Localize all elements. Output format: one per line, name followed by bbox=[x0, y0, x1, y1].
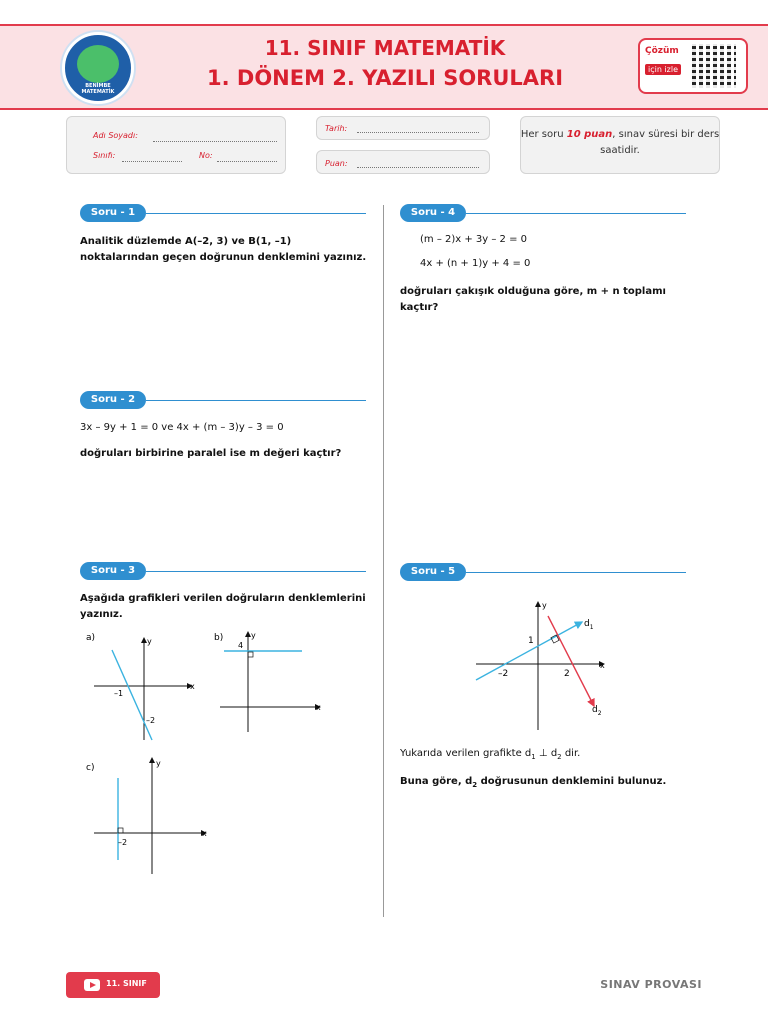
column-divider bbox=[383, 205, 384, 917]
score-label: Puan: bbox=[325, 159, 348, 168]
no-label: No: bbox=[199, 151, 213, 160]
question-4-label: Soru - 4 bbox=[400, 204, 466, 222]
school-logo bbox=[62, 32, 134, 104]
date-label: Tarih: bbox=[325, 124, 348, 133]
question-1-text: Analitik düzlemde A(–2, 3) ve B(1, –1) noktalarından geçen doğrunun denklemini yazınız. bbox=[80, 236, 367, 263]
graph-b-label: b) bbox=[214, 633, 224, 643]
name-label: Adı Soyadı: bbox=[93, 131, 138, 140]
graph-c-y-axis-label: y bbox=[156, 759, 161, 768]
graph-a-x-intercept: –1 bbox=[114, 689, 124, 698]
graph-a-y-intercept: –2 bbox=[146, 716, 156, 725]
logo-text: BENİMBE MATEMATİK bbox=[81, 83, 115, 95]
question-2-rule bbox=[146, 400, 366, 401]
graph-c-right-angle-icon bbox=[118, 828, 123, 833]
date-field[interactable] bbox=[357, 132, 479, 133]
class-label: Sınıfı: bbox=[93, 151, 116, 160]
footer-grade-label: 11. SINIF bbox=[106, 979, 147, 988]
date-box bbox=[316, 116, 490, 140]
graph-b-y-axis-label: y bbox=[251, 631, 256, 640]
footer-title: SINAV PROVASI bbox=[600, 978, 702, 991]
question-3-rule bbox=[146, 571, 366, 572]
question-3-label: Soru - 3 bbox=[80, 562, 146, 580]
question-2-label: Soru - 2 bbox=[80, 391, 146, 409]
graph-a-y-axis-label: y bbox=[147, 637, 152, 646]
student-info-box bbox=[66, 116, 286, 174]
question-4-equation-1: (m – 2)x + 3y – 2 = 0 bbox=[420, 234, 528, 245]
d2-label: $d_2$ bbox=[592, 705, 602, 717]
page-title-line2: 1. DÖNEM 2. YAZILI SORULARI bbox=[206, 66, 564, 90]
solution-qr-box[interactable] bbox=[638, 38, 748, 94]
q5-y-axis-label: y bbox=[542, 601, 547, 610]
no-field[interactable] bbox=[217, 161, 277, 162]
question-2-equation: 3x – 9y + 1 = 0 ve 4x + (m – 3)y – 3 = 0 bbox=[80, 422, 284, 433]
qr-code-icon[interactable] bbox=[692, 44, 736, 88]
question-5-text: Yukarıda verilen grafikte $d_1$ ⊥ $d_2$ dir. bbox=[400, 748, 581, 761]
name-field[interactable] bbox=[153, 141, 277, 142]
line-d2 bbox=[548, 616, 594, 706]
graph-b-y-intercept: 4 bbox=[238, 641, 244, 650]
youtube-play-icon bbox=[84, 979, 100, 991]
qr-sublabel: için izle bbox=[645, 64, 681, 75]
youtube-channel-badge[interactable] bbox=[66, 972, 160, 998]
graph-b-right-angle-icon bbox=[248, 652, 253, 657]
question-1-label: Soru - 1 bbox=[80, 204, 146, 222]
question-3-text: Aşağıda grafikleri verilen doğruların denklemlerini yazınız. bbox=[80, 593, 366, 620]
page-title-line1: 11. SINIF MATEMATİK bbox=[264, 36, 506, 60]
question-1-rule bbox=[146, 213, 366, 214]
question-5-rule bbox=[466, 572, 686, 573]
question-5-question: Buna göre, $d_2$ doğrusunun denklemini bulunuz. bbox=[400, 776, 667, 789]
exam-note: Her soru 10 puan, sınav süresi bir ders saatidir. bbox=[520, 129, 720, 156]
question-4-rule bbox=[466, 213, 686, 214]
q5-x-neg-label: –2 bbox=[498, 669, 509, 679]
score-box bbox=[316, 150, 490, 174]
question-4-text: doğruları çakışık olduğuna göre, m + n toplamı kaçtır? bbox=[400, 286, 666, 313]
d1-label: $d_1$ bbox=[584, 619, 594, 631]
graph-c-x-intercept: –2 bbox=[118, 838, 128, 847]
qr-label: Çözüm bbox=[645, 46, 679, 56]
question-2-text: doğruları birbirine paralel ise m değeri kaçtır? bbox=[80, 448, 342, 459]
q5-x-axis-label: x bbox=[600, 661, 605, 670]
question-4-equation-2: 4x + (n + 1)y + 4 = 0 bbox=[420, 258, 531, 269]
q5-y-label: 1 bbox=[528, 636, 534, 646]
question-5-graph bbox=[470, 596, 630, 736]
graph-c-x-axis-label: x bbox=[202, 829, 207, 838]
graph-a-x-axis-label: x bbox=[190, 682, 195, 691]
brain-icon bbox=[77, 45, 119, 83]
graph-a-label: a) bbox=[86, 633, 96, 643]
graph-b-x-axis-label: x bbox=[316, 703, 321, 712]
question-5-label: Soru - 5 bbox=[400, 563, 466, 581]
class-field[interactable] bbox=[122, 161, 182, 162]
q5-x-pos-label: 2 bbox=[564, 669, 570, 679]
graph-c-label: c) bbox=[86, 763, 95, 773]
score-field[interactable] bbox=[357, 167, 479, 168]
question-3-graphs bbox=[80, 628, 380, 878]
